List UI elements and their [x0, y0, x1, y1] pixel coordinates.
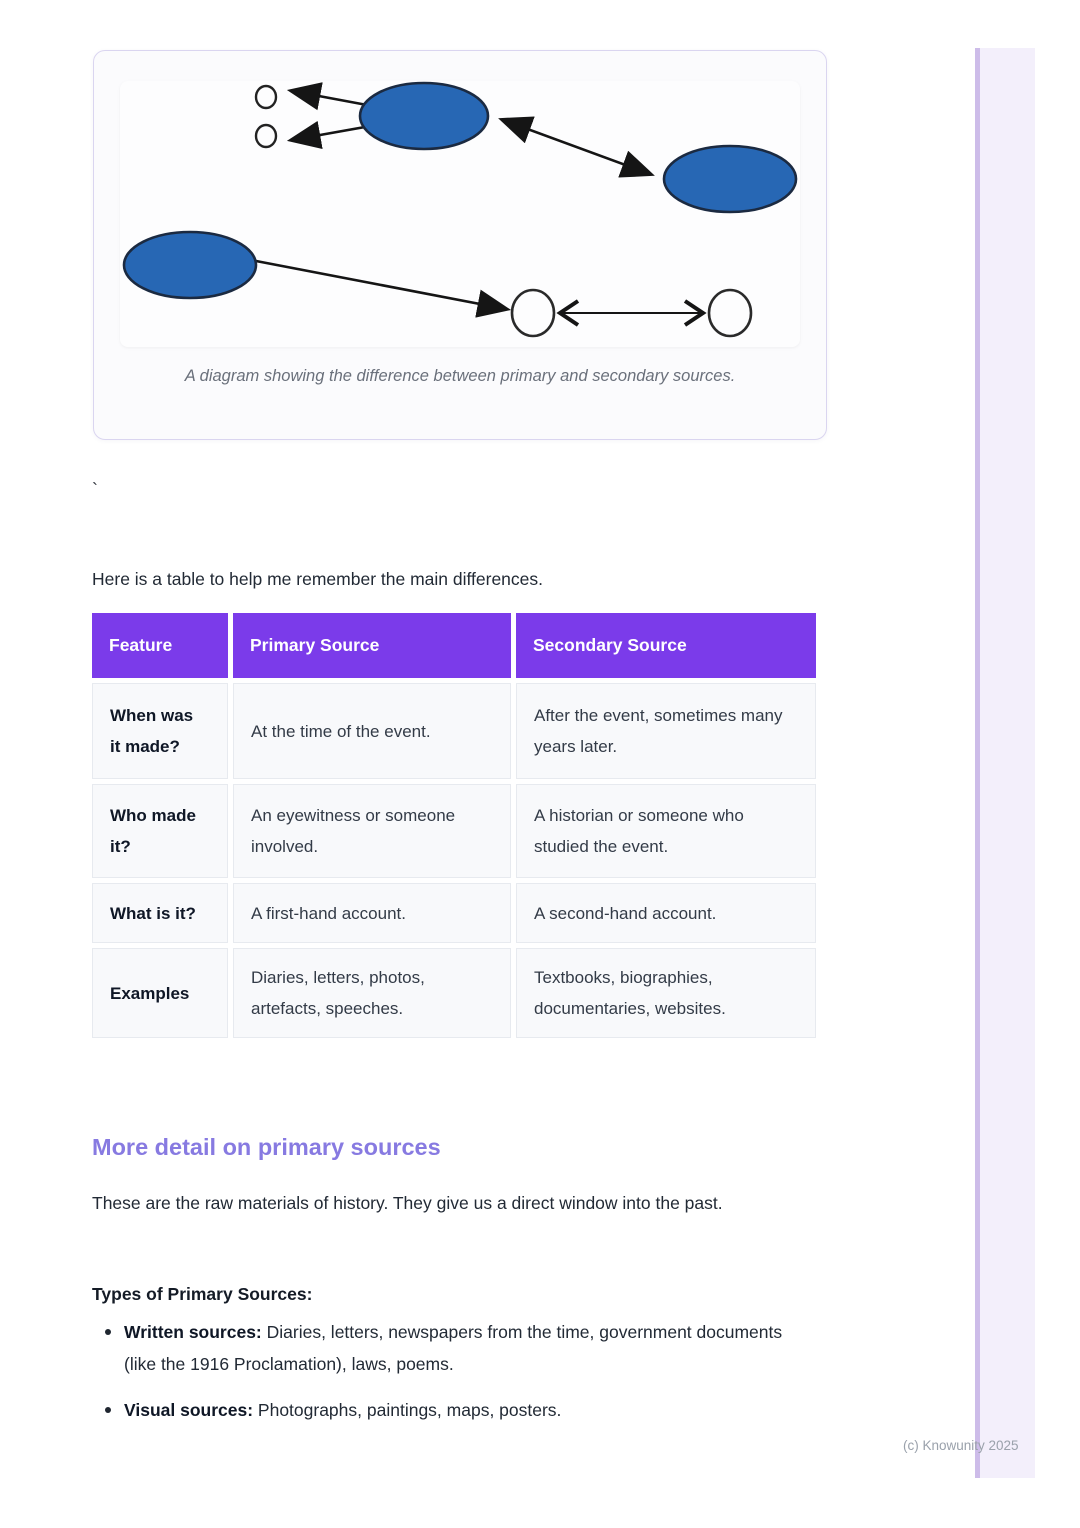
filled-ellipse-top — [360, 83, 488, 149]
row-primary-cell: At the time of the event. — [233, 683, 511, 779]
section-heading: More detail on primary sources — [92, 1133, 441, 1160]
row-primary-cell: A first-hand account. — [233, 883, 511, 943]
row-feature-cell: When was it made? — [92, 683, 228, 779]
small-circle-2 — [256, 125, 276, 147]
copyright-notice: (c) Knowunity 2025 — [903, 1438, 1019, 1453]
table-row — [92, 683, 816, 779]
small-circle-1 — [256, 86, 276, 108]
row-primary-cell: An eyewitness or someone involved. — [233, 784, 511, 878]
filled-ellipse-right — [664, 146, 796, 212]
bullet-dot-icon — [105, 1407, 111, 1413]
section-paragraph: These are the raw materials of history. They give us a direct window into the past. — [92, 1192, 723, 1213]
header-secondary-source: Secondary Source — [516, 613, 816, 678]
list-item — [92, 1394, 806, 1426]
bullet-text: Photographs, paintings, maps, posters. — [253, 1400, 562, 1420]
table-row — [92, 948, 816, 1038]
list-item — [92, 1316, 806, 1380]
table-row — [92, 784, 816, 878]
table-row — [92, 883, 816, 943]
table-header-row — [92, 613, 816, 678]
row-secondary-cell: A second-hand account. — [516, 883, 816, 943]
double-arrow-top-ellipses — [503, 120, 650, 174]
primary-sources-list — [92, 1316, 806, 1440]
row-secondary-cell: After the event, sometimes many years later. — [516, 683, 816, 779]
bullet-label: Written sources: — [124, 1322, 262, 1342]
header-primary-source: Primary Source — [233, 613, 511, 678]
page-edge-strip-fill — [980, 48, 1035, 1478]
sources-diagram-svg — [120, 81, 800, 347]
row-secondary-cell: A historian or someone who studied the event. — [516, 784, 816, 878]
bullet-text: Diaries, letters, newspapers from the time, government documents (like the 1916 Proclamation), laws, poems. — [124, 1322, 783, 1374]
row-feature-cell: Who made it? — [92, 784, 228, 878]
header-feature: Feature — [92, 613, 228, 678]
arrow-to-small-circle-2 — [292, 127, 365, 140]
row-secondary-cell: Textbooks, biographies, documentaries, websites. — [516, 948, 816, 1038]
comparison-table — [87, 608, 821, 1043]
figure-caption: A diagram showing the difference between primary and secondary sources. — [184, 367, 736, 385]
bullet-dot-icon — [105, 1329, 111, 1335]
stray-backtick: ` — [92, 480, 98, 500]
sources-diagram-image — [120, 81, 800, 347]
filled-ellipse-bottom-left — [124, 232, 256, 298]
row-feature-cell: What is it? — [92, 883, 228, 943]
open-circle-left — [512, 290, 554, 336]
row-primary-cell: Diaries, letters, photos, artefacts, speeches. — [233, 948, 511, 1038]
page-edge-strip — [975, 48, 1035, 1478]
bullet-label: Visual sources: — [124, 1400, 254, 1420]
row-feature-cell: Examples — [92, 948, 228, 1038]
figure-card — [93, 50, 827, 440]
section-subheading: Types of Primary Sources: — [92, 1283, 313, 1304]
arrow-to-open-circle-left — [256, 261, 506, 309]
intro-paragraph: Here is a table to help me remember the main differences. — [92, 568, 544, 589]
arrow-to-small-circle-1 — [292, 91, 367, 105]
open-circle-right — [709, 290, 751, 336]
